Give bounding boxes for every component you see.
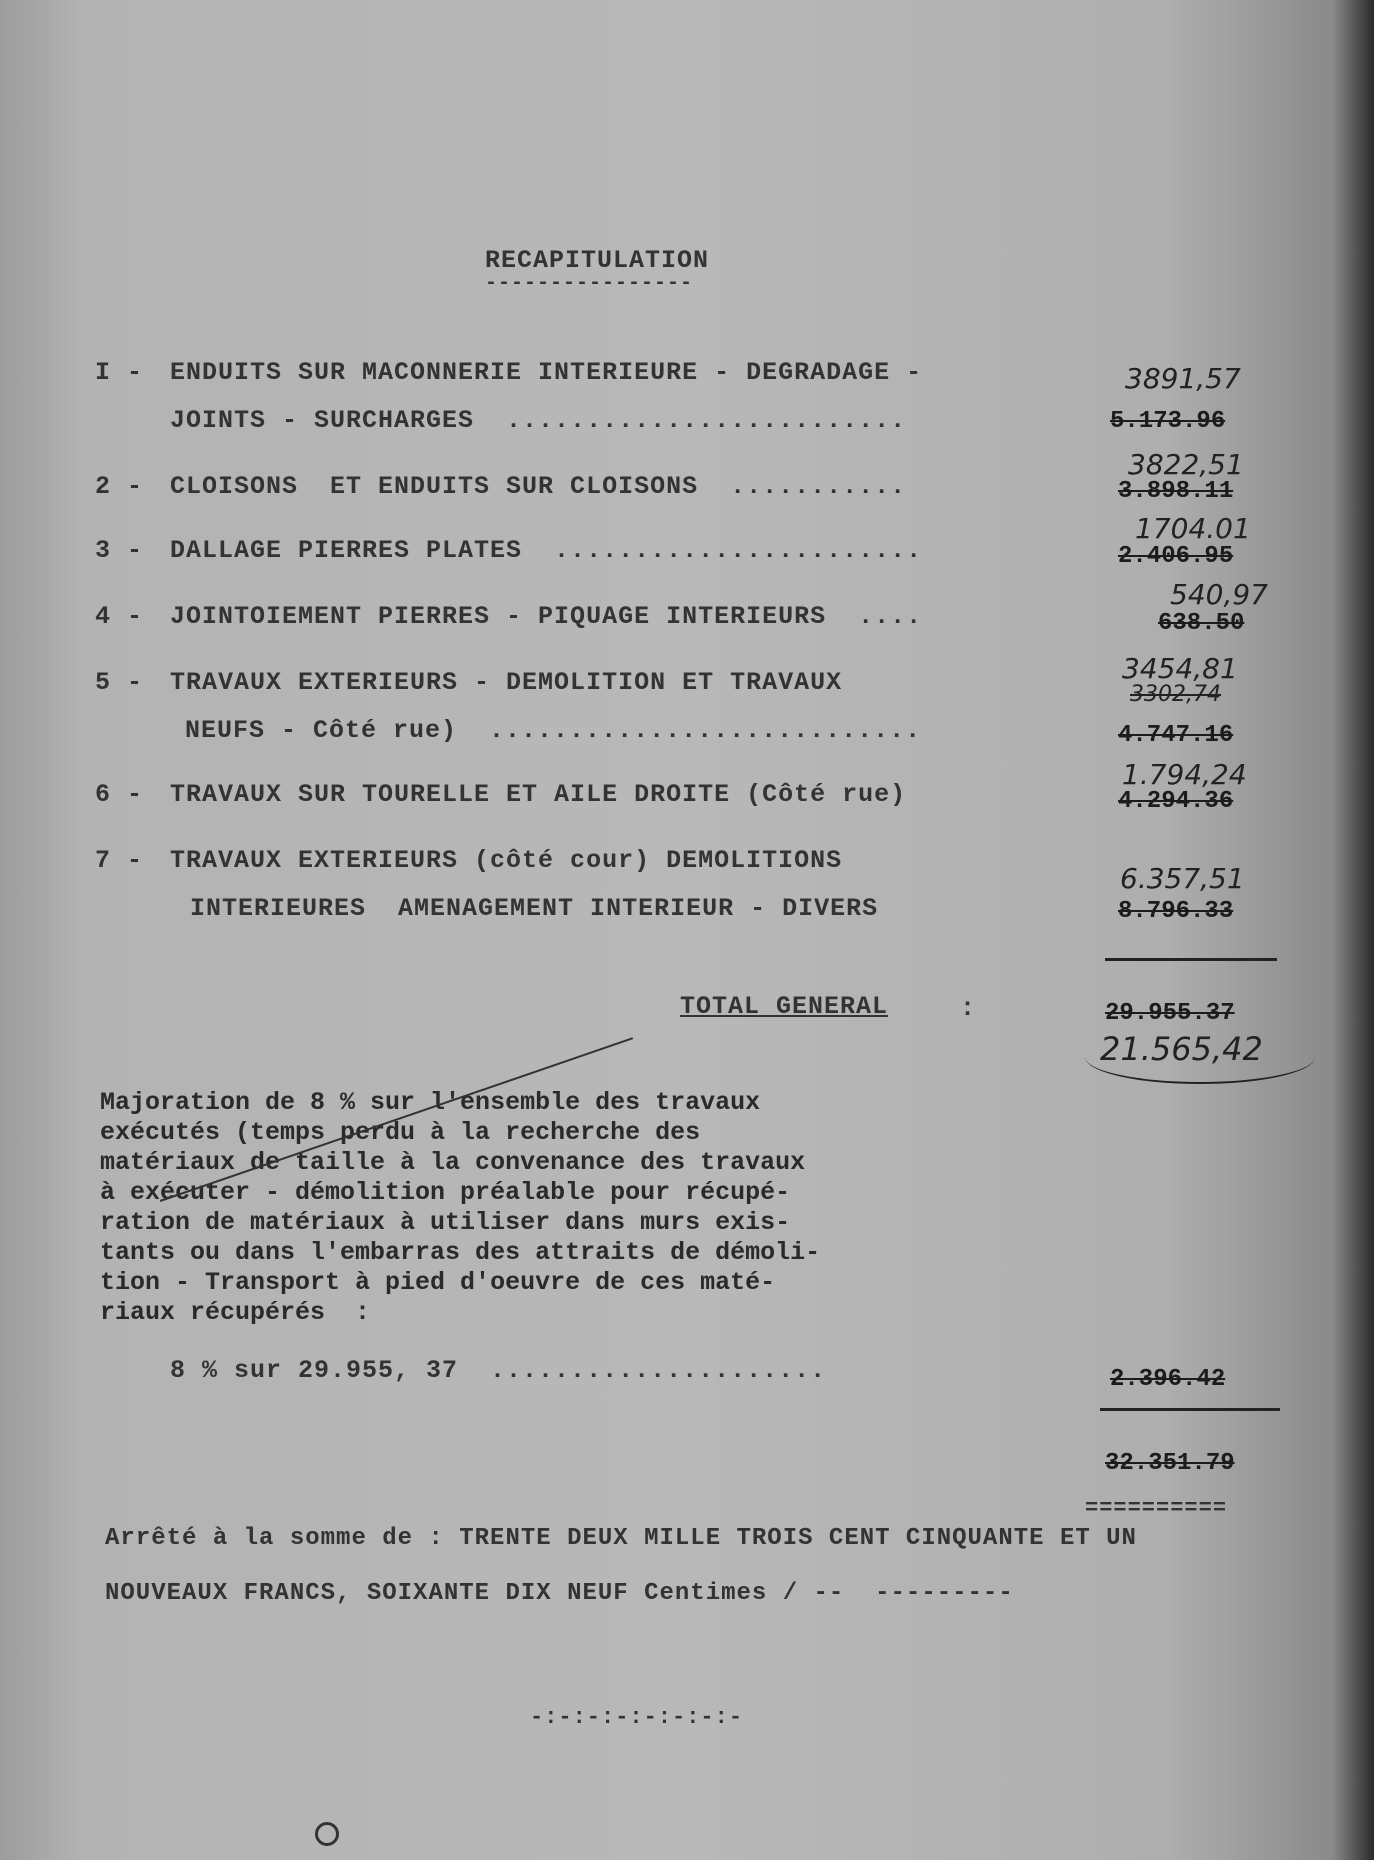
- item-7-line1: TRAVAUX EXTERIEURS (côté cour) DEMOLITIONS: [170, 846, 843, 875]
- item-3-line1: DALLAGE PIERRES PLATES .......................: [170, 536, 923, 565]
- punch-hole: [315, 1822, 339, 1846]
- item-6-num: 6 -: [95, 780, 144, 809]
- item-2-original: 3.898.11: [1118, 478, 1234, 505]
- item-1-original: 5.173.96: [1110, 408, 1226, 435]
- item-1-line1: ENDUITS SUR MACONNERIE INTERIEURE - DEGRADAGE -: [170, 358, 923, 387]
- item-7-original: 8.796.33: [1118, 898, 1234, 925]
- item-3-corrected: 1704.01: [1135, 512, 1251, 545]
- title-underline: ----------------: [485, 272, 694, 295]
- sum-rule: [1105, 958, 1277, 961]
- total-colon: :: [960, 994, 977, 1023]
- item-1-corrected: 3891,57: [1125, 362, 1241, 395]
- arrete-line1: Arrêté à la somme de : TRENTE DEUX MILLE TROIS CENT CINQUANTE ET UN: [105, 1525, 1137, 1552]
- majoration-calc: 8 % sur 29.955, 37 .....................: [170, 1356, 827, 1385]
- item-6-line1: TRAVAUX SUR TOURELLE ET AILE DROITE (Côté rue): [170, 780, 907, 809]
- footer-ornament: -:-:-:-:-:-:-:-: [530, 1705, 744, 1730]
- item-5-original: 4.747.16: [1118, 722, 1234, 749]
- majoration-rule: [1100, 1408, 1280, 1411]
- item-5-line2: NEUFS - Côté rue) ...........................: [185, 716, 922, 745]
- grand-total: 32.351.79: [1105, 1450, 1235, 1477]
- item-2-corrected: 3822,51: [1128, 448, 1244, 481]
- total-original: 29.955.37: [1105, 1000, 1235, 1027]
- total-circle-mark: [1085, 1030, 1315, 1084]
- item-1-line2: JOINTS - SURCHARGES .........................: [170, 406, 907, 435]
- item-5-corrected: 3454,81: [1122, 652, 1238, 685]
- item-3-num: 3 -: [95, 536, 144, 565]
- item-2-num: 2 -: [95, 472, 144, 501]
- item-2-line1: CLOISONS ET ENDUITS SUR CLOISONS ...........: [170, 472, 907, 501]
- majoration-text: Majoration de 8 % sur l'ensemble des travaux exécutés (temps perdu à la recherche des matériaux taille à la convenance des travaux à exécuter - démolition préalable pour récupé- ration de matériaux à utiliser dans murs exis- tants ou dans l'embarras des attraits de démoli- tion - Transport à pied d'oeuvre de ces maté- riaux récupérés :: [100, 1088, 821, 1327]
- arrete-line2: NOUVEAUX FRANCS, SOIXANTE DIX NEUF Centimes / -- ---------: [105, 1580, 1014, 1607]
- item-5-struck-correction: 3302,74: [1130, 682, 1221, 707]
- item-6-original: 4.294.36: [1118, 788, 1234, 815]
- grand-total-double-rule: ==========: [1085, 1496, 1228, 1521]
- item-3-original: 2.406.95: [1118, 543, 1234, 570]
- total-corrected: 21.565,42: [1100, 1030, 1263, 1068]
- item-4-corrected: 540,97: [1170, 578, 1268, 611]
- item-7-corrected: 6.357,51: [1120, 862, 1245, 895]
- item-4-original: 638.50: [1158, 610, 1245, 637]
- item-1-num: I -: [95, 358, 144, 387]
- item-4-line1: JOINTOIEMENT PIERRES - PIQUAGE INTERIEURS ....: [170, 602, 923, 631]
- item-7-num: 7 -: [95, 846, 144, 875]
- item-6-corrected: 1.794,24: [1122, 758, 1247, 791]
- majoration-amount: 2.396.42: [1110, 1366, 1226, 1393]
- item-4-num: 4 -: [95, 602, 144, 631]
- item-5-num: 5 -: [95, 668, 144, 697]
- item-5-line1: TRAVAUX EXTERIEURS - DEMOLITION ET TRAVAUX: [170, 668, 843, 697]
- total-label: TOTAL GENERAL: [680, 992, 889, 1021]
- item-7-line2: INTERIEURES AMENAGEMENT INTERIEUR - DIVERS: [190, 894, 879, 923]
- page-title: RECAPITULATION: [485, 246, 710, 275]
